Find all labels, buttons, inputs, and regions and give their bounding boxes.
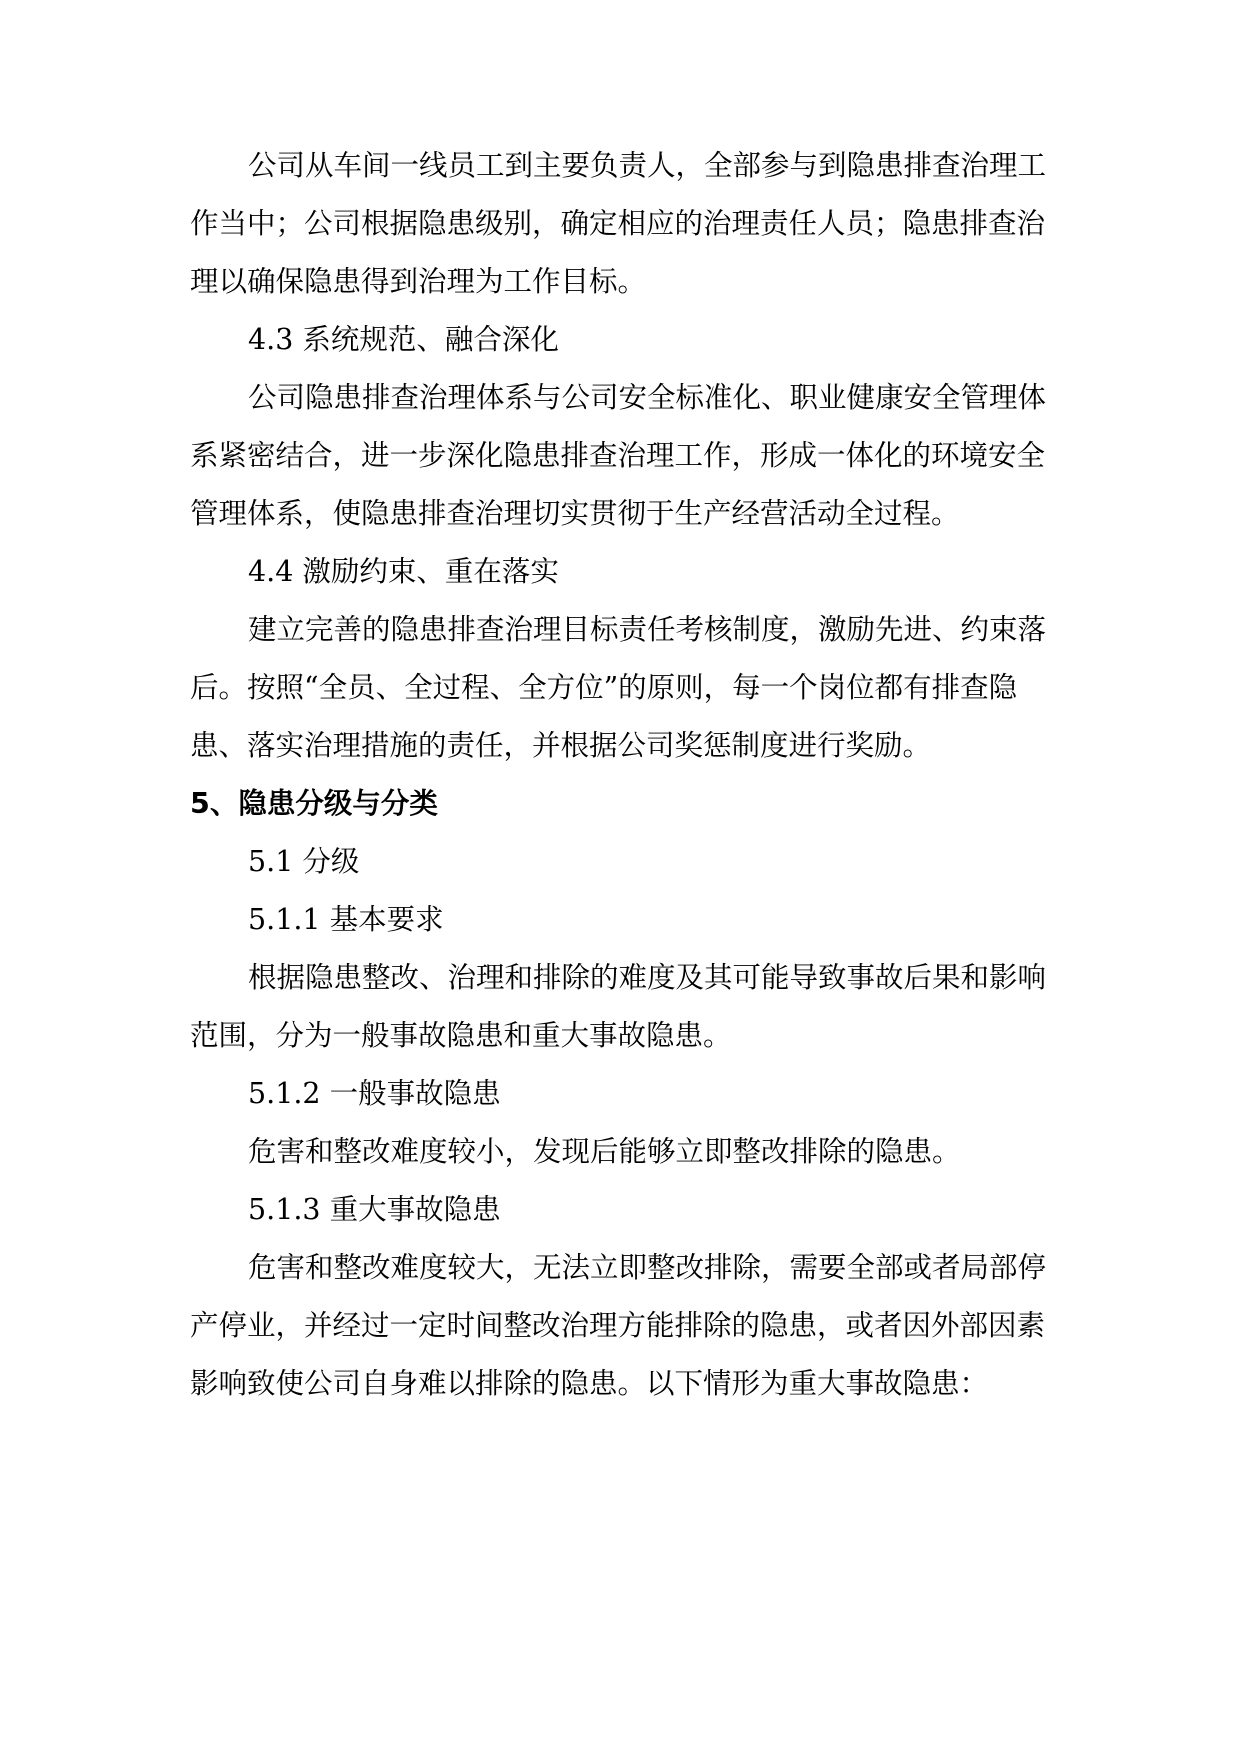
section-heading-4-4: 4.4 激励约束、重在落实 (248, 555, 559, 588)
paragraph-line: 危害和整改难度较大，无法立即整改排除，需要全部或者局部停 (248, 1251, 1047, 1284)
paragraph-line: 后。按照“全员、全过程、全方位”的原则，每一个岗位都有排查隐 (190, 671, 1018, 704)
paragraph-line: 影响致使公司自身难以排除的隐患。以下情形为重大事故隐患： (190, 1367, 989, 1400)
section-heading-5-1-1: 5.1.1 基本要求 (248, 903, 444, 936)
paragraph-line: 理以确保隐患得到治理为工作目标。 (190, 265, 647, 298)
paragraph-line: 产停业，并经过一定时间整改治理方能排除的隐患，或者因外部因素 (190, 1309, 1046, 1342)
paragraph-line: 作当中；公司根据隐患级别，确定相应的治理责任人员；隐患排查治 (190, 207, 1046, 240)
paragraph-line: 根据隐患整改、治理和排除的难度及其可能导致事故后果和影响 (248, 961, 1047, 994)
section-heading-5-1-2: 5.1.2 一般事故隐患 (248, 1077, 501, 1110)
paragraph-line: 系紧密结合，进一步深化隐患排查治理工作，形成一体化的环境安全 (190, 439, 1046, 472)
section-heading-5-1-3: 5.1.3 重大事故隐患 (248, 1193, 501, 1226)
paragraph-line: 公司隐患排查治理体系与公司安全标准化、职业健康安全管理体 (248, 381, 1047, 414)
paragraph-line: 范围，分为一般事故隐患和重大事故隐患。 (190, 1019, 732, 1052)
paragraph-line: 危害和整改难度较小，发现后能够立即整改排除的隐患。 (248, 1135, 961, 1168)
section-heading-5-1: 5.1 分级 (248, 845, 360, 878)
paragraph-line: 公司从车间一线员工到主要负责人，全部参与到隐患排查治理工 (248, 149, 1047, 182)
paragraph-line: 管理体系，使隐患排查治理切实贯彻于生产经营活动全过程。 (190, 497, 960, 530)
section-heading-4-3: 4.3 系统规范、融合深化 (248, 323, 559, 356)
paragraph-line: 建立完善的隐患排查治理目标责任考核制度，激励先进、约束落 (248, 613, 1047, 646)
section-heading-5: 5、隐患分级与分类 (190, 787, 438, 820)
paragraph-line: 患、落实治理措施的责任，并根据公司奖惩制度进行奖励。 (190, 729, 932, 762)
